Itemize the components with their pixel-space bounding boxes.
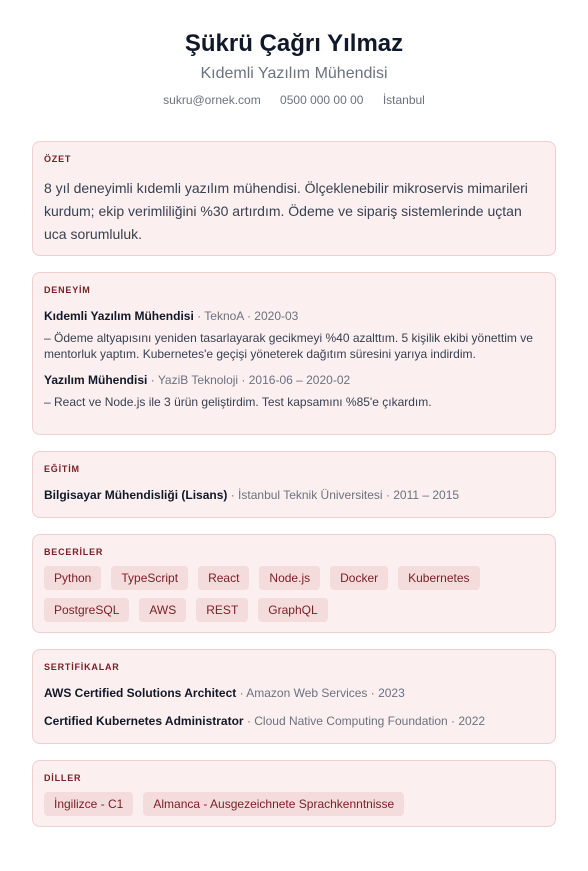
skill-chip: Node.js	[259, 566, 320, 590]
certifications-section	[32, 649, 556, 744]
section-heading: SERTİFİKALAR	[44, 662, 120, 672]
contact-info	[32, 92, 556, 108]
certification-entry	[44, 713, 544, 729]
skill-chip: Docker	[330, 566, 388, 590]
skill-chip: TypeScript	[111, 566, 188, 590]
contact-phone: 0500 000 00 00	[280, 93, 364, 107]
education-entry	[44, 487, 544, 503]
certification-entry	[44, 685, 544, 701]
contact-email: sukru@ornek.com	[163, 93, 261, 107]
certification-name: Certified Kubernetes Administrator	[44, 714, 244, 728]
section-heading: EĞİTİM	[44, 464, 80, 474]
job-description: – Ödeme altyapısını yeniden tasarlayarak gecikmeyi %40 azalttım. 5 kişilik ekibi yönettim ve mentorluk yaptım. Kubernetes'e geçişi yöneterek dağıtım süresini yarıya indirdim.	[44, 331, 533, 361]
section-heading: ÖZET	[44, 154, 72, 164]
skill-chip: Python	[44, 566, 101, 590]
certification-meta: · Amazon Web Services · 2023	[239, 686, 405, 700]
skills-section	[32, 534, 556, 633]
summary-text: 8 yıl deneyimli kıdemli yazılım mühendisi. Ölçeklenebilir mikroservis mimarileri kurdum; ekip verimliliğini %30 artırdım. Ödeme ve sipariş sistemlerinde uçtan uca sorumluluk.	[44, 180, 528, 242]
job-meta: · TeknoA · 2020-03	[197, 309, 299, 323]
job-role: Kıdemli Yazılım Mühendisi	[44, 309, 194, 323]
education-degree: Bilgisayar Mühendisliği (Lisans)	[44, 488, 228, 502]
education-section	[32, 451, 556, 518]
experience-section	[32, 272, 556, 435]
skill-chip: GraphQL	[258, 598, 327, 622]
language-chip: Almanca - Ausgezeichnete Sprachkenntnisse	[143, 792, 404, 816]
languages-list	[44, 792, 544, 816]
certification-meta: · Cloud Native Computing Foundation · 2022	[246, 714, 486, 728]
candidate-title: Kıdemli Yazılım Mühendisi	[200, 65, 388, 82]
skill-chip: Kubernetes	[398, 566, 479, 590]
certification-name: AWS Certified Solutions Architect	[44, 686, 237, 700]
section-heading: DENEYİM	[44, 285, 91, 295]
skill-chip: AWS	[139, 598, 186, 622]
job-entry	[44, 308, 544, 362]
job-entry	[44, 372, 544, 410]
job-header	[44, 308, 544, 324]
resume-header	[32, 0, 556, 108]
summary-section	[32, 141, 556, 256]
section-heading: BECERİLER	[44, 547, 104, 557]
skill-chip: React	[198, 566, 249, 590]
section-heading: DİLLER	[44, 773, 82, 783]
candidate-name: Şükrü Çağrı Yılmaz	[184, 30, 404, 57]
skill-chip: PostgreSQL	[44, 598, 129, 622]
education-meta: · İstanbul Teknik Üniversitesi · 2011 – 2015	[230, 488, 460, 502]
job-header	[44, 372, 544, 388]
job-meta: · YaziB Teknoloji · 2016-06 – 2020-02	[150, 373, 351, 387]
skills-list	[44, 566, 544, 622]
job-description: – React ve Node.js ile 3 ürün geliştirdim. Test kapsamını %85'e çıkardım.	[44, 395, 432, 409]
language-chip: İngilizce - C1	[44, 792, 133, 816]
skill-chip: REST	[196, 598, 248, 622]
job-role: Yazılım Mühendisi	[44, 373, 148, 387]
languages-section	[32, 760, 556, 827]
contact-location: İstanbul	[382, 93, 425, 107]
